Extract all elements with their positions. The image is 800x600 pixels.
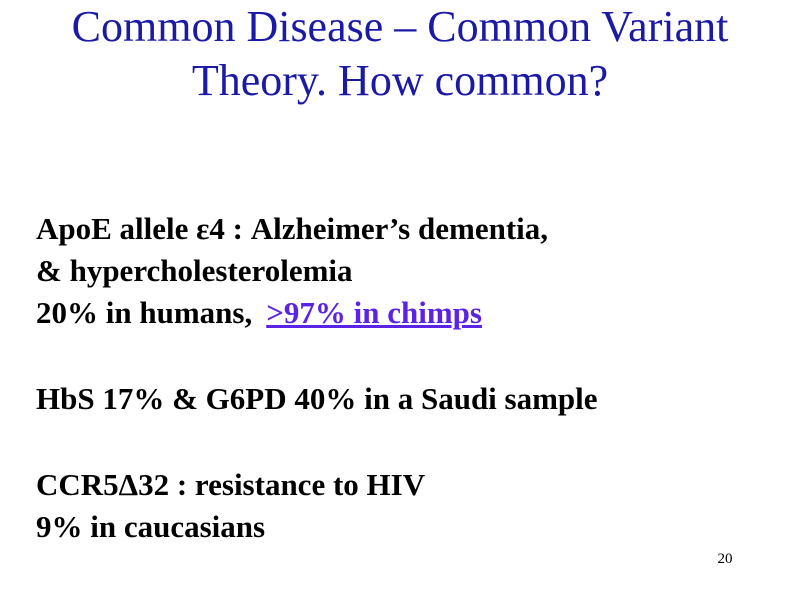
ccr5-line-2: 9% in caucasians	[36, 509, 266, 544]
apoe-line-3	[36, 292, 776, 334]
title-line-2: Theory. How common?	[191, 56, 609, 105]
humans-frequency-text: 20% in humans,	[36, 295, 253, 330]
slide-body	[36, 208, 776, 548]
slide-title	[0, 0, 800, 108]
title-line-1: Common Disease – Common Variant	[71, 2, 729, 51]
apoe-line-1: ApoE allele ε4 : Alzheimer’s dementia,	[36, 211, 548, 246]
spacer	[36, 334, 776, 378]
apoe-line-2: & hypercholesterolemia	[36, 253, 353, 288]
page-number: 20	[717, 551, 733, 567]
spacer	[36, 420, 776, 464]
hbs-g6pd-line: HbS 17% & G6PD 40% in a Saudi sample	[36, 381, 598, 416]
ccr5-line-1: CCR5Δ32 : resistance to HIV	[36, 467, 426, 502]
chimps-frequency-link[interactable]: >97% in chimps	[266, 295, 482, 330]
